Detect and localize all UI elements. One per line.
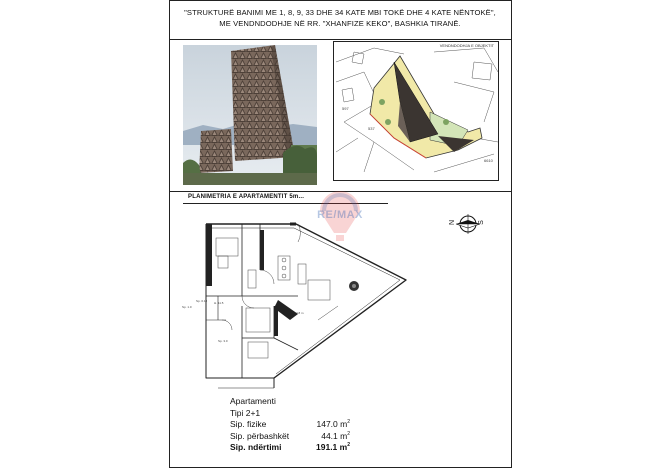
site-plan-caption: VENDNDODHJA E OBJEKTIT [439,43,494,48]
svg-text:597: 597 [342,106,349,111]
plan-title: PLANIMETRIA E APARTAMENTIT 5m... [188,194,305,200]
svg-text:6610: 6610 [484,158,493,163]
compass-letter-s: S [477,220,485,225]
spec-label: Sip. përbashkët [230,430,290,441]
building-photo [183,45,317,185]
header-line-2: ME VENDNDODHJE NË RR. "XHANFIZE KEKO", BASHKIA TIRANË. [219,19,461,28]
spec-title: Apartamenti [230,396,276,406]
spec-type: Tipi 2+1 [230,407,261,418]
spec-row-built-area [230,442,350,454]
spec-value: 44.1 $m^2$ [321,430,350,441]
compass-letter-n: N [449,219,457,226]
svg-text:H. 11.5: H. 11.5 [214,301,224,305]
svg-text:Sp. 1.0: Sp. 1.0 [182,305,192,309]
floor-plan-drawing [178,210,414,390]
svg-text:Sp. 3.0: Sp. 3.0 [218,339,228,343]
svg-text:Sp. 0.13: Sp. 0.13 [196,299,208,303]
header-line-1: "STRUKTURË BANIMI ME 1, 8, 9, 33 DHE 34 KATE MBI TOKË DHE 4 KATE NËNTOKË", [184,8,496,17]
header-divider [169,39,512,40]
site-plan-drawing [334,42,499,181]
spec-value: 191.1 $m^2$ [316,442,350,452]
apartment-floor-plan [178,210,414,390]
spec-value: 147.0 $m^2$ [316,419,350,429]
site-plan [333,41,499,181]
svg-text:4.8 m: 4.8 m [296,311,304,315]
remax-wordmark: RE/MAX [317,209,363,221]
spec-label: Sip. fizike [230,419,267,429]
svg-text:537: 537 [368,126,375,131]
tower-illustration [183,45,317,185]
spec-row-common-area [230,431,350,443]
spec-label: Sip. ndërtimi [230,442,282,452]
document-header [176,7,504,29]
spec-row-physical-area [230,419,350,431]
apartment-spec [230,396,350,454]
north-arrow [450,208,486,240]
